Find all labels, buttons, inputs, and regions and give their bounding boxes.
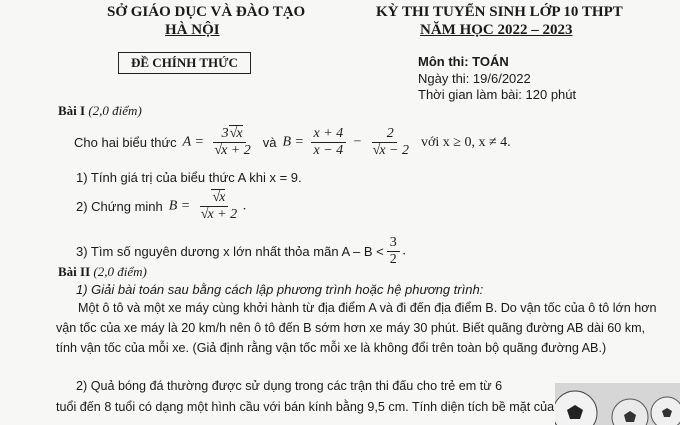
exam-date: Ngày thi: 19/6/2022 — [418, 71, 531, 86]
question-2-2-line-1: 2) Quả bóng đá thường được sử dụng trong các trận thi đấu cho trẻ em từ 6 — [76, 379, 503, 393]
condition: với x ≥ 0, x ≠ 4. — [420, 134, 511, 150]
q3-frac: $\frac{3}{2}$ . — [384, 235, 407, 268]
exam-title: KỲ THI TUYỂN SINH LỚP 10 THPT — [376, 4, 623, 20]
section-1-intro — [74, 126, 511, 159]
section-1-points: (2,0 điểm) — [88, 103, 142, 118]
soccer-ball-image — [555, 383, 680, 425]
official-label: ĐỀ CHÍNH THỨC — [118, 52, 251, 74]
section-2-title — [58, 264, 147, 280]
exam-subject: Môn thi: TOÁN — [418, 54, 509, 69]
expr-A: A = 3√ x √ x + 2 — [183, 126, 257, 159]
section-2-label: Bài II — [58, 264, 91, 279]
q3-prefix: 3) Tìm số nguyên dương x lớn nhất thỏa mãn A – B < — [76, 244, 384, 259]
question-1-2 — [76, 190, 247, 223]
section-1-title — [58, 103, 142, 119]
q2-expr: B = √ x √ x + 2 . — [169, 190, 247, 223]
paragraph-line-1: Một ô tô và một xe máy cùng khởi hành từ địa điểm A và đi đến địa điểm B. Do vận tốc của ô tô lớn hơn — [78, 301, 657, 315]
question-2-1-title: 1) Giải bài toán sau bằng cách lập phương trình hoặc hệ phương trình: — [76, 282, 484, 297]
city-name: HÀ NỘI — [165, 22, 220, 38]
section-2-points: (2,0 điểm) — [93, 264, 147, 279]
expr-B: B = $\frac{x + 4}{x - 4}$ − 2 √ x − 2 — [283, 126, 415, 159]
and-word: và — [262, 135, 277, 150]
intro-text: Cho hai biểu thức — [74, 135, 177, 150]
q2-prefix: 2) Chứng minh — [76, 199, 163, 214]
section-1-label: Bài I — [58, 103, 86, 118]
paragraph-line-2: vận tốc của xe máy là 20 km/h nên ô tô đến B sớm hơn xe máy 30 phút. Biết quãng đường AB dài 60 km, — [56, 321, 646, 335]
question-2-2-line-2: tuổi đến 8 tuổi có dạng một hình cầu với bán kính bằng 9,5 cm. Tính diện tích bề mặt của — [56, 400, 555, 414]
question-1-1: 1) Tính giá trị của biểu thức A khi x = 9. — [76, 170, 302, 185]
dept-name: SỞ GIÁO DỤC VÀ ĐÀO TẠO — [107, 4, 306, 20]
paragraph-line-3: tính vận tốc của mỗi xe. (Giả định rằng vận tốc mỗi xe là không đổi trên toàn bộ quãng đường AB.) — [56, 341, 607, 355]
exam-duration: Thời gian làm bài: 120 phút — [418, 87, 577, 102]
school-year: NĂM HỌC 2022 – 2023 — [420, 22, 573, 38]
